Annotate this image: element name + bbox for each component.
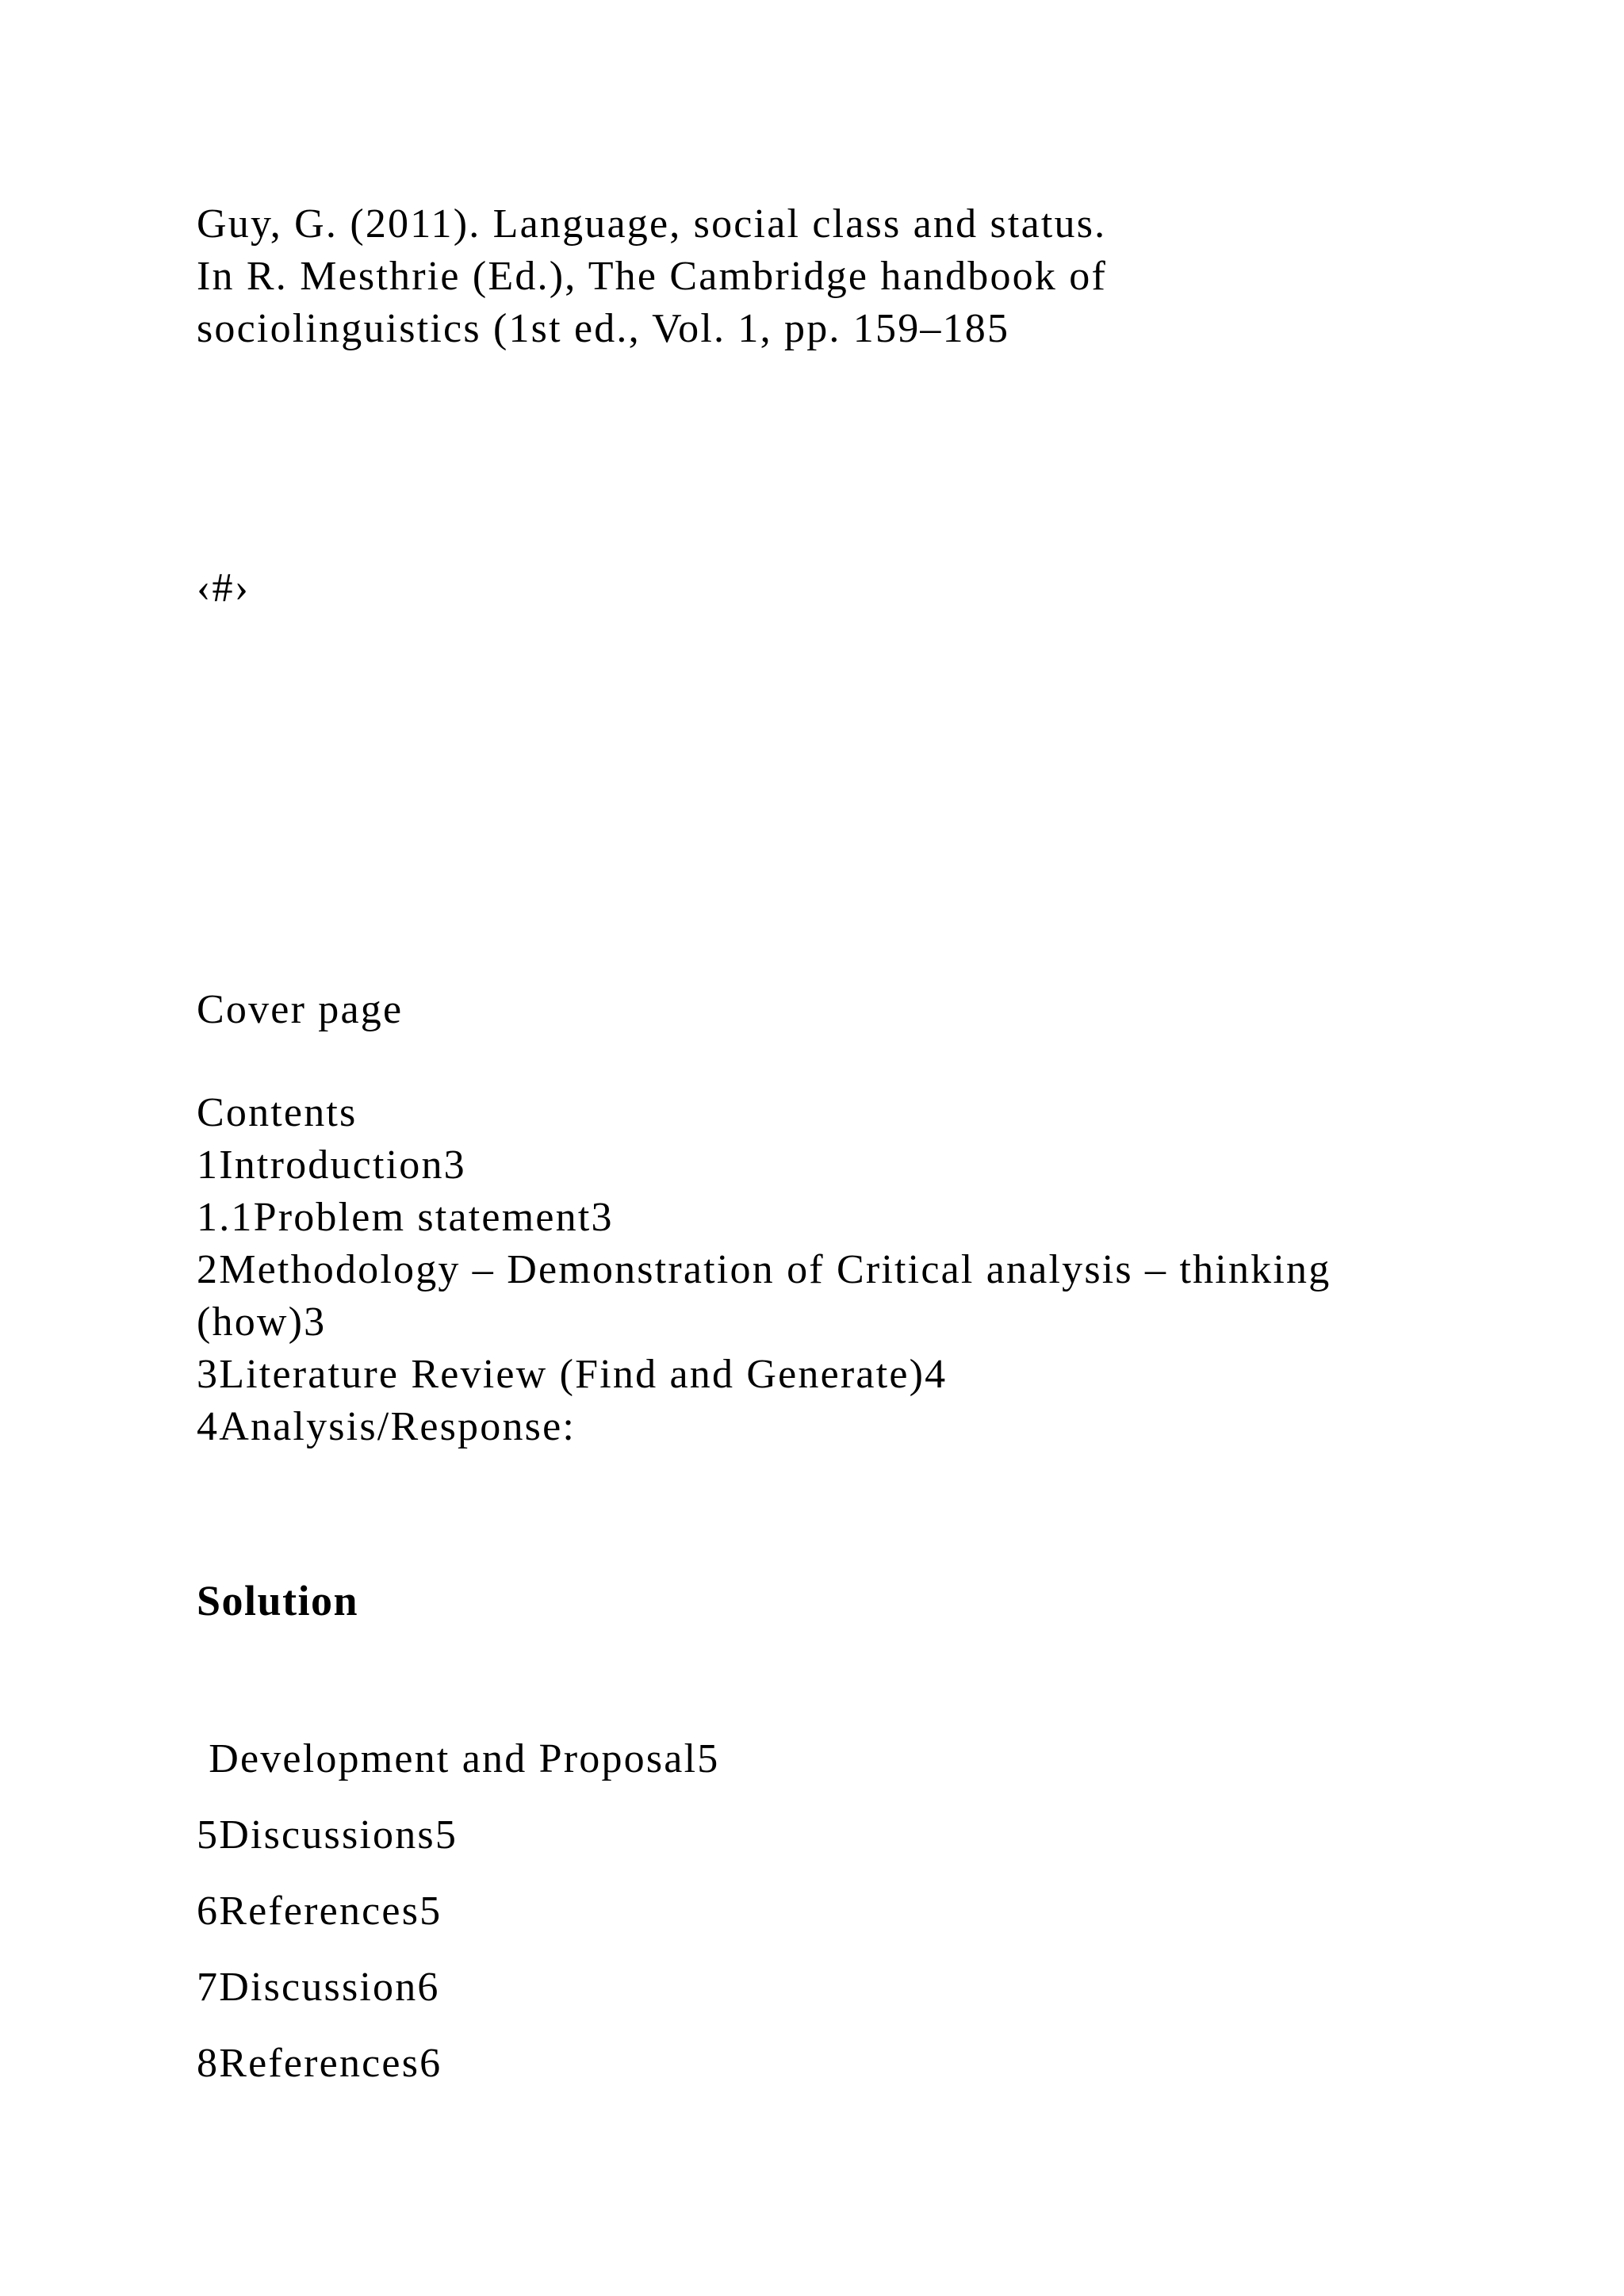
toc-item: 6References5: [197, 1888, 442, 1934]
table-of-contents: [197, 1087, 1331, 1453]
toc-item: 4Analysis/Response:: [197, 1404, 576, 1449]
toc-item: 1.1Problem statement3: [197, 1195, 614, 1240]
toc-item: 1Introduction3: [197, 1142, 466, 1188]
solution-heading: Solution: [197, 1577, 359, 1624]
reference-line-1: Guy, G. (2011). Language, social class and status.: [197, 201, 1107, 247]
reference-line-2: In R. Mesthrie (Ed.), The Cambridge handbook of: [197, 254, 1107, 299]
toc-item: 5Discussions5: [197, 1812, 458, 1858]
reference-citation: [197, 198, 1107, 355]
reference-line-3: sociolinguistics (1st ed., Vol. 1, pp. 159–185: [197, 306, 1010, 351]
contents-title: Contents: [197, 1090, 358, 1135]
toc-item: 3Literature Review (Find and Generate)4: [197, 1352, 948, 1397]
cover-page-label: Cover page: [197, 987, 404, 1032]
toc-item: 7Discussion6: [197, 1965, 440, 2010]
toc-item: 2Methodology – Demonstration of Critical analysis – thinking: [197, 1247, 1331, 1292]
toc-item: Development and Proposal5: [197, 1736, 720, 1781]
toc-item: (how)3: [197, 1299, 327, 1345]
page-number-marker: ‹#›: [197, 565, 251, 610]
toc-item: 8References6: [197, 2041, 442, 2086]
